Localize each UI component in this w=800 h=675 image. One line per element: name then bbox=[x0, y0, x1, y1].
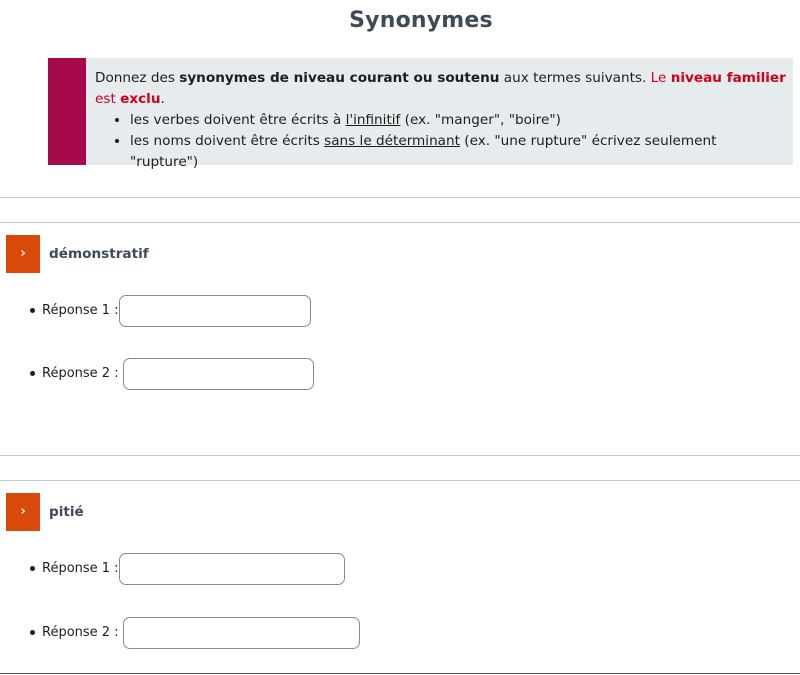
bullet bbox=[30, 308, 35, 313]
divider bbox=[0, 673, 800, 674]
instructions-intro-bold: synonymes de niveau courant ou soutenu bbox=[179, 70, 500, 86]
bullet bbox=[30, 630, 35, 635]
instructions-rules-list bbox=[95, 110, 787, 173]
term-word: démonstratif bbox=[49, 246, 149, 262]
divider bbox=[0, 455, 800, 456]
chevron-right-icon[interactable]: › bbox=[6, 235, 40, 273]
bullet bbox=[30, 371, 35, 376]
answer-input[interactable] bbox=[123, 358, 314, 390]
answer-input[interactable] bbox=[123, 617, 360, 649]
chevron-right-icon[interactable]: › bbox=[6, 493, 40, 531]
divider bbox=[0, 480, 800, 481]
rule-text: les verbes doivent être écrits à bbox=[130, 112, 346, 128]
term-word: pitié bbox=[49, 504, 84, 520]
warning-part-1: Le bbox=[650, 70, 671, 86]
answer-input[interactable] bbox=[119, 295, 311, 327]
rule-underlined: sans le déterminant bbox=[324, 133, 460, 149]
warning-bold-1: niveau familier bbox=[670, 70, 786, 86]
instructions-rule bbox=[130, 110, 787, 131]
answer-label: Réponse 1 : bbox=[42, 303, 119, 318]
instructions-end: . bbox=[160, 91, 165, 107]
page-title: Synonymes bbox=[349, 8, 493, 33]
answer-label: Réponse 1 : bbox=[42, 561, 119, 576]
rule-text: les noms doivent être écrits bbox=[130, 133, 325, 149]
answer-label: Réponse 2 : bbox=[42, 366, 119, 381]
instructions-rule bbox=[130, 131, 787, 173]
instructions-accent-bar bbox=[48, 58, 86, 165]
divider bbox=[0, 197, 800, 198]
instructions-intro: Donnez des bbox=[95, 70, 180, 86]
divider bbox=[0, 222, 800, 223]
instructions-intro-rest: aux termes suivants. bbox=[499, 70, 651, 86]
answer-label: Réponse 2 : bbox=[42, 625, 119, 640]
rule-example: (ex. "une rupture" écrivez seulement "rupture") bbox=[130, 133, 717, 170]
instructions-text bbox=[95, 68, 787, 173]
warning-bold-2: exclu bbox=[120, 91, 161, 107]
bullet bbox=[30, 566, 35, 571]
answer-input[interactable] bbox=[119, 553, 345, 585]
rule-underlined: l'infinitif bbox=[345, 112, 401, 128]
instructions-box bbox=[48, 58, 793, 170]
warning-part-2: est bbox=[95, 91, 121, 107]
rule-example: (ex. "manger", "boire") bbox=[400, 112, 561, 128]
